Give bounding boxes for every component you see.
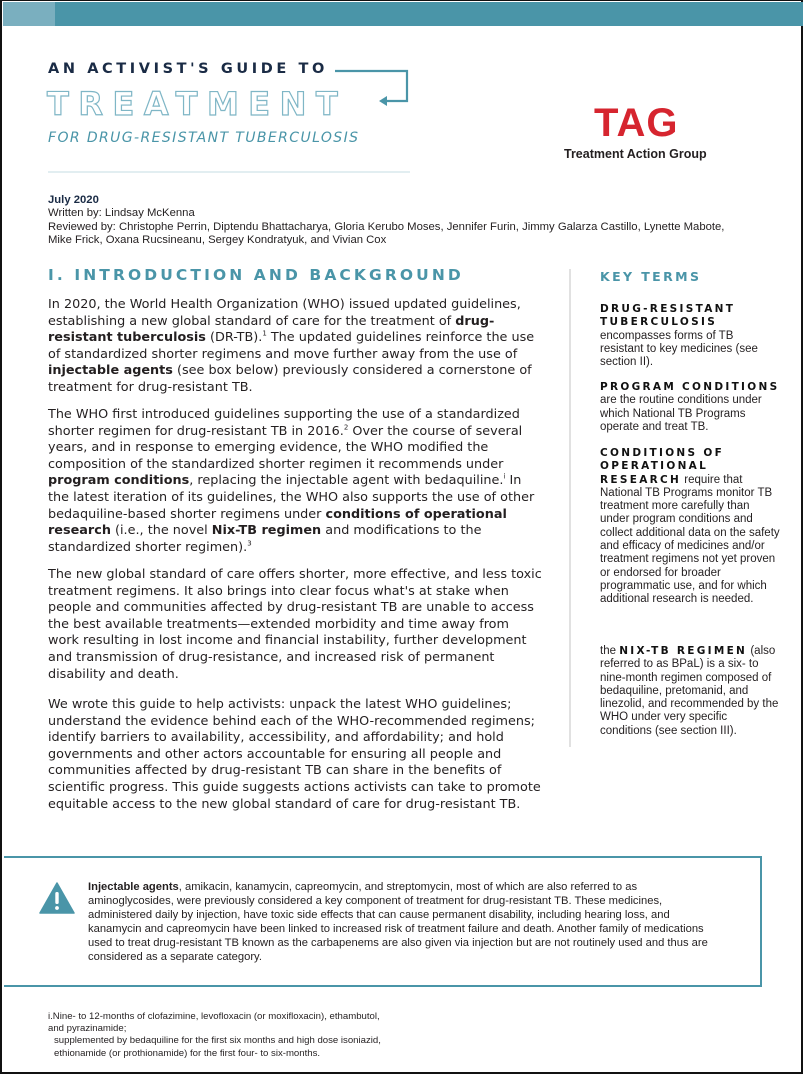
title-divider — [48, 171, 410, 173]
warning-icon — [39, 882, 75, 914]
footnote-ref[interactable]: 1 — [262, 329, 267, 338]
text-run: and modifications to the standardized shorter regimen). — [48, 523, 482, 555]
paragraph — [48, 407, 544, 556]
paragraph: The new global standard of care offers shorter, more effective, and less toxic treatment regimens. It also brings into clear focus what's at stake when people and communities affected by drug-resistant TB are unable to access the best available treatments—extended morbidity and time away from work resulting in lost income and financial instability, further development and transmission of drug-resistance, and increased risk of permanent disability and death. — [48, 567, 542, 682]
footnote-ref[interactable]: 3 — [247, 539, 252, 548]
callout-term: Injectable agents — [88, 881, 179, 893]
footnote — [48, 1011, 388, 1060]
title-subtitle: FOR DRUG-RESISTANT TUBERCULOSIS — [48, 130, 360, 146]
logo-mark: TAG — [594, 101, 679, 145]
key-term-definition: (also referred to as BPaL) is a six- to nine-month regimen composed of bedaquiline, pretomanid, and linezolid, and recommended by the WHO under very specific conditions (see section III). — [600, 645, 779, 737]
footnote-ref[interactable]: i — [503, 473, 506, 482]
text-run: (see box below) previously considered a cornerstone of treatment for drug-resistant TB. — [48, 363, 532, 395]
callout-body: , amikacin, kanamycin, capreomycin, and streptomycin, most of which are also referred to as aminoglycosides, were previously considered a key component of treatment for drug-resistant TB. These medicines, administered daily by injection, have toxic side effects that can cause permanent disability, including hearing loss, and kanamycin and capreomycin have been linked to increased risk of treatment failure and death. Another family of medications used to treat drug-resistant TB known as the carbapenems are also given via injection but are not routinely used and thus are considered as a separate category. — [88, 881, 708, 963]
logo-text: Treatment Action Group — [564, 147, 707, 161]
key-term-definition: require that National TB Programs monitor TB treatment more carefully than under program conditions and collect additional data on the safety and efficacy of medicines and/or treatment regimens not yet proven or endorsed for broader programmatic use, and for which additional research is needed. — [600, 473, 780, 606]
header-bar-accent — [3, 2, 55, 26]
title-main: TREATMENT — [47, 85, 348, 123]
text-run: Over the course of several years, and in response to emerging evidence, the WHO modified the composition of the standardized shorter regimen it recommends under — [48, 423, 523, 472]
key-term — [600, 645, 780, 738]
key-term — [600, 447, 780, 607]
key-term-definition: are the routine conditions under which National TB Programs operate and treat TB. — [600, 394, 762, 433]
term-highlight: conditions of operational research — [48, 506, 507, 539]
bracket-arrow-icon — [335, 69, 409, 107]
key-term-definition: encompasses forms of TB resistant to key medicines (see section II). — [600, 329, 758, 369]
text-run: (i.e., the novel — [110, 523, 212, 539]
tag-logo — [562, 101, 722, 165]
title-kicker: AN ACTIVIST'S GUIDE TO — [48, 61, 328, 77]
author-line: Written by: Lindsay McKenna — [48, 207, 195, 220]
text-run: (DR-TB). — [205, 330, 263, 346]
text-run: The updated guidelines reinforce the use of standardized shorter regimens and move further away from the use of — [48, 330, 535, 362]
term-highlight: drug-resistant tuberculosis — [48, 313, 495, 346]
term-highlight: program conditions — [48, 473, 190, 489]
text-run: , replacing the injectable agent with bedaquiline. — [189, 473, 504, 489]
key-term-name: PROGRAM CONDITIONS — [600, 381, 780, 393]
callout-text — [88, 880, 718, 964]
text-run: The WHO first introduced guidelines supporting the use of a standardized shorter regimen for drug-resistant TB in 2016. — [48, 407, 520, 439]
key-term-name: NIX-TB REGIMEN — [619, 645, 748, 657]
section-heading: I. INTRODUCTION AND BACKGROUND — [48, 266, 464, 284]
key-terms-heading: KEY TERMS — [600, 269, 702, 284]
injectable-agents-callout — [4, 856, 762, 987]
paragraph: We wrote this guide to help activists: unpack the latest WHO guidelines; understand the evidence behind each of the WHO-recommended regimens; identify barriers to availability, accessibility, and affordability; and hold governments and other actors accountable for ensuring all people and communities affected by drug-resistant TB can share in the benefits of scientific progress. This guide suggests actions activists can take to promote equitable access to the new global standard of care for drug-resistant TB. — [48, 697, 541, 812]
footnote-text-continued: supplemented by bedaquiline for the first six months and high dose isoniazid, ethionamide (or prothionamide) for the first four- to six-months. — [54, 1035, 381, 1059]
key-term — [600, 303, 780, 369]
key-term — [600, 381, 780, 434]
key-terms-sidebar — [569, 269, 784, 747]
footnote-marker: i. — [48, 1011, 53, 1022]
footnote-ref[interactable]: 2 — [343, 423, 349, 432]
reviewers-line: Reviewed by: Christophe Perrin, Diptendu Bhattacharya, Gloria Kerubo Moses, Jennifer Furin, Jimmy Galarza Castillo, Lynette Mabote, Mike Frick, Oxana Rucsineanu, Sergey Kondratyuk, and Vivian Cox — [48, 220, 725, 247]
key-term-prefix: the — [600, 645, 620, 657]
key-term-name: CONDITIONS OF OPERATIONAL RESEARCH — [600, 447, 725, 486]
text-run: In the latest iteration of its guidelines, the WHO also supports the use of other bedaquiline-based shorter regimens under — [48, 473, 535, 522]
key-term-name: DRUG-RESISTANT TUBERCULOSIS — [600, 303, 736, 329]
header-bar — [3, 2, 803, 26]
term-highlight: Nix-TB regimen — [211, 523, 322, 539]
document-meta — [48, 194, 748, 248]
publication-date: July 2020 — [48, 194, 99, 206]
term-highlight: injectable agents — [48, 363, 173, 379]
footnote-text: Nine- to 12-months of clofazimine, levofloxacin (or moxifloxacin), ethambutol, and pyrazinamide; — [48, 1011, 380, 1035]
paragraph — [48, 297, 544, 397]
text-run: In 2020, the World Health Organization (WHO) issued updated guidelines, establishing a new global standard of care for the treatment of — [48, 297, 521, 329]
